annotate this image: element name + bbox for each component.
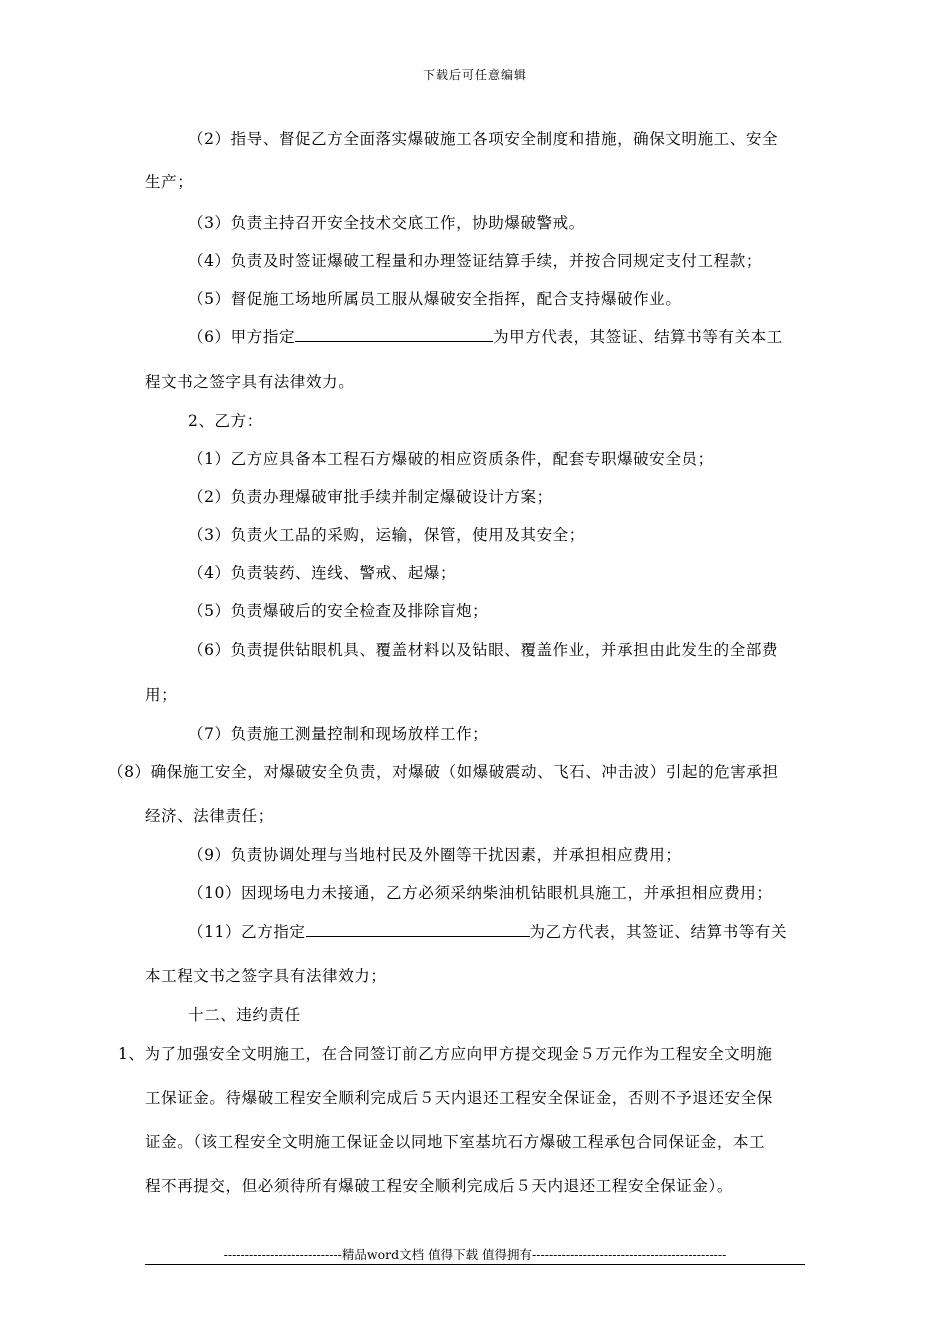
party-b-item-8-line2: 经济、法律责任； [145,807,274,825]
party-b-heading: 2、乙方： [188,412,263,430]
breach-item-1-line4: 程不再提交，但必须待所有爆破工程安全顺利完成后５天内退还工程安全保证金）。 [145,1177,733,1195]
party-b-item-6-line2: 用； [145,686,178,704]
party-b-item-11-line1 [188,920,787,942]
party-b-item-7: （7）负责施工测量控制和现场放样工作； [188,725,489,743]
party-a-representative-blank[interactable] [295,327,493,342]
party-b-item-11-suffix: 为乙方代表，其签证、结算书等有关 [529,923,788,941]
party-b-item-5: （5）负责爆破后的安全检查及排除盲炮； [188,602,489,620]
party-a-item-6-line2: 程文书之签字具有法律效力。 [145,373,355,391]
party-b-item-8-line1: （8）确保施工安全，对爆破安全负责，对爆破（如爆破震动、飞石、冲击波）引起的危害承担 [108,763,779,781]
party-a-item-5: （5）督促施工场地所属员工服从爆破安全指挥，配合支持爆破作业。 [188,290,682,308]
party-a-item-4: （4）负责及时签证爆破工程量和办理签证结算手续，并按合同规定支付工程款； [188,252,762,270]
party-b-item-10: （10）因现场电力未接通，乙方必须采纳柴油机钻眼机具施工，并承担相应费用； [188,884,773,902]
page-header: 下载后可任意编辑 [422,68,527,82]
breach-item-1-line1: 1、为了加强安全文明施工，在合同签订前乙方应向甲方提交现金５万元作为工程安全文明施 [118,1045,773,1063]
party-b-item-2: （2）负责办理爆破审批手续并制定爆破设计方案； [188,488,553,506]
party-a-item-6-suffix: 为甲方代表，其签证、结算书等有关本工 [493,328,783,346]
party-a-item-2-line1: （2）指导、督促乙方全面落实爆破施工各项安全制度和措施，确保文明施工、安全 [188,130,779,148]
party-a-item-3: （3）负责主持召开安全技术交底工作，协助爆破警戒。 [188,214,585,232]
party-a-item-6-prefix: （6）甲方指定 [188,328,296,346]
page-footer: ----------------------------精品word文档 值得下载 值得拥有---------------------------------------------- [223,1247,727,1262]
party-b-item-1: （1）乙方应具备本工程石方爆破的相应资质条件，配套专职爆破安全员； [188,450,714,468]
footer-divider [145,1264,805,1265]
party-b-item-4: （4）负责装药、连线、警戒、起爆； [188,564,457,582]
party-b-item-11-line2: 本工程文书之签字具有法律效力； [145,967,387,985]
breach-heading: 十二、违约责任 [188,1006,301,1024]
party-a-item-6-line1 [188,325,783,347]
party-b-item-11-prefix: （11）乙方指定 [188,923,306,941]
party-b-item-3: （3）负责火工品的采购，运输，保管，使用及其安全； [188,526,585,544]
breach-item-1-line3: 证金。（该工程安全文明施工保证金以同地下室基坑石方爆破工程承包合同保证金，本工 [145,1133,766,1151]
party-a-item-2-line2: 生产； [145,173,194,191]
party-b-item-6-line1: （6）负责提供钻眼机具、覆盖材料以及钻眼、覆盖作业，并承担由此发生的全部费 [188,641,779,659]
party-b-representative-blank[interactable] [306,922,530,937]
breach-item-1-line2: 工保证金。待爆破工程安全顺利完成后５天内退还工程安全保证金，否则不予退还安全保 [145,1089,773,1107]
party-b-item-9: （9）负责协调处理与当地村民及外圈等干扰因素，并承担相应费用； [188,846,682,864]
